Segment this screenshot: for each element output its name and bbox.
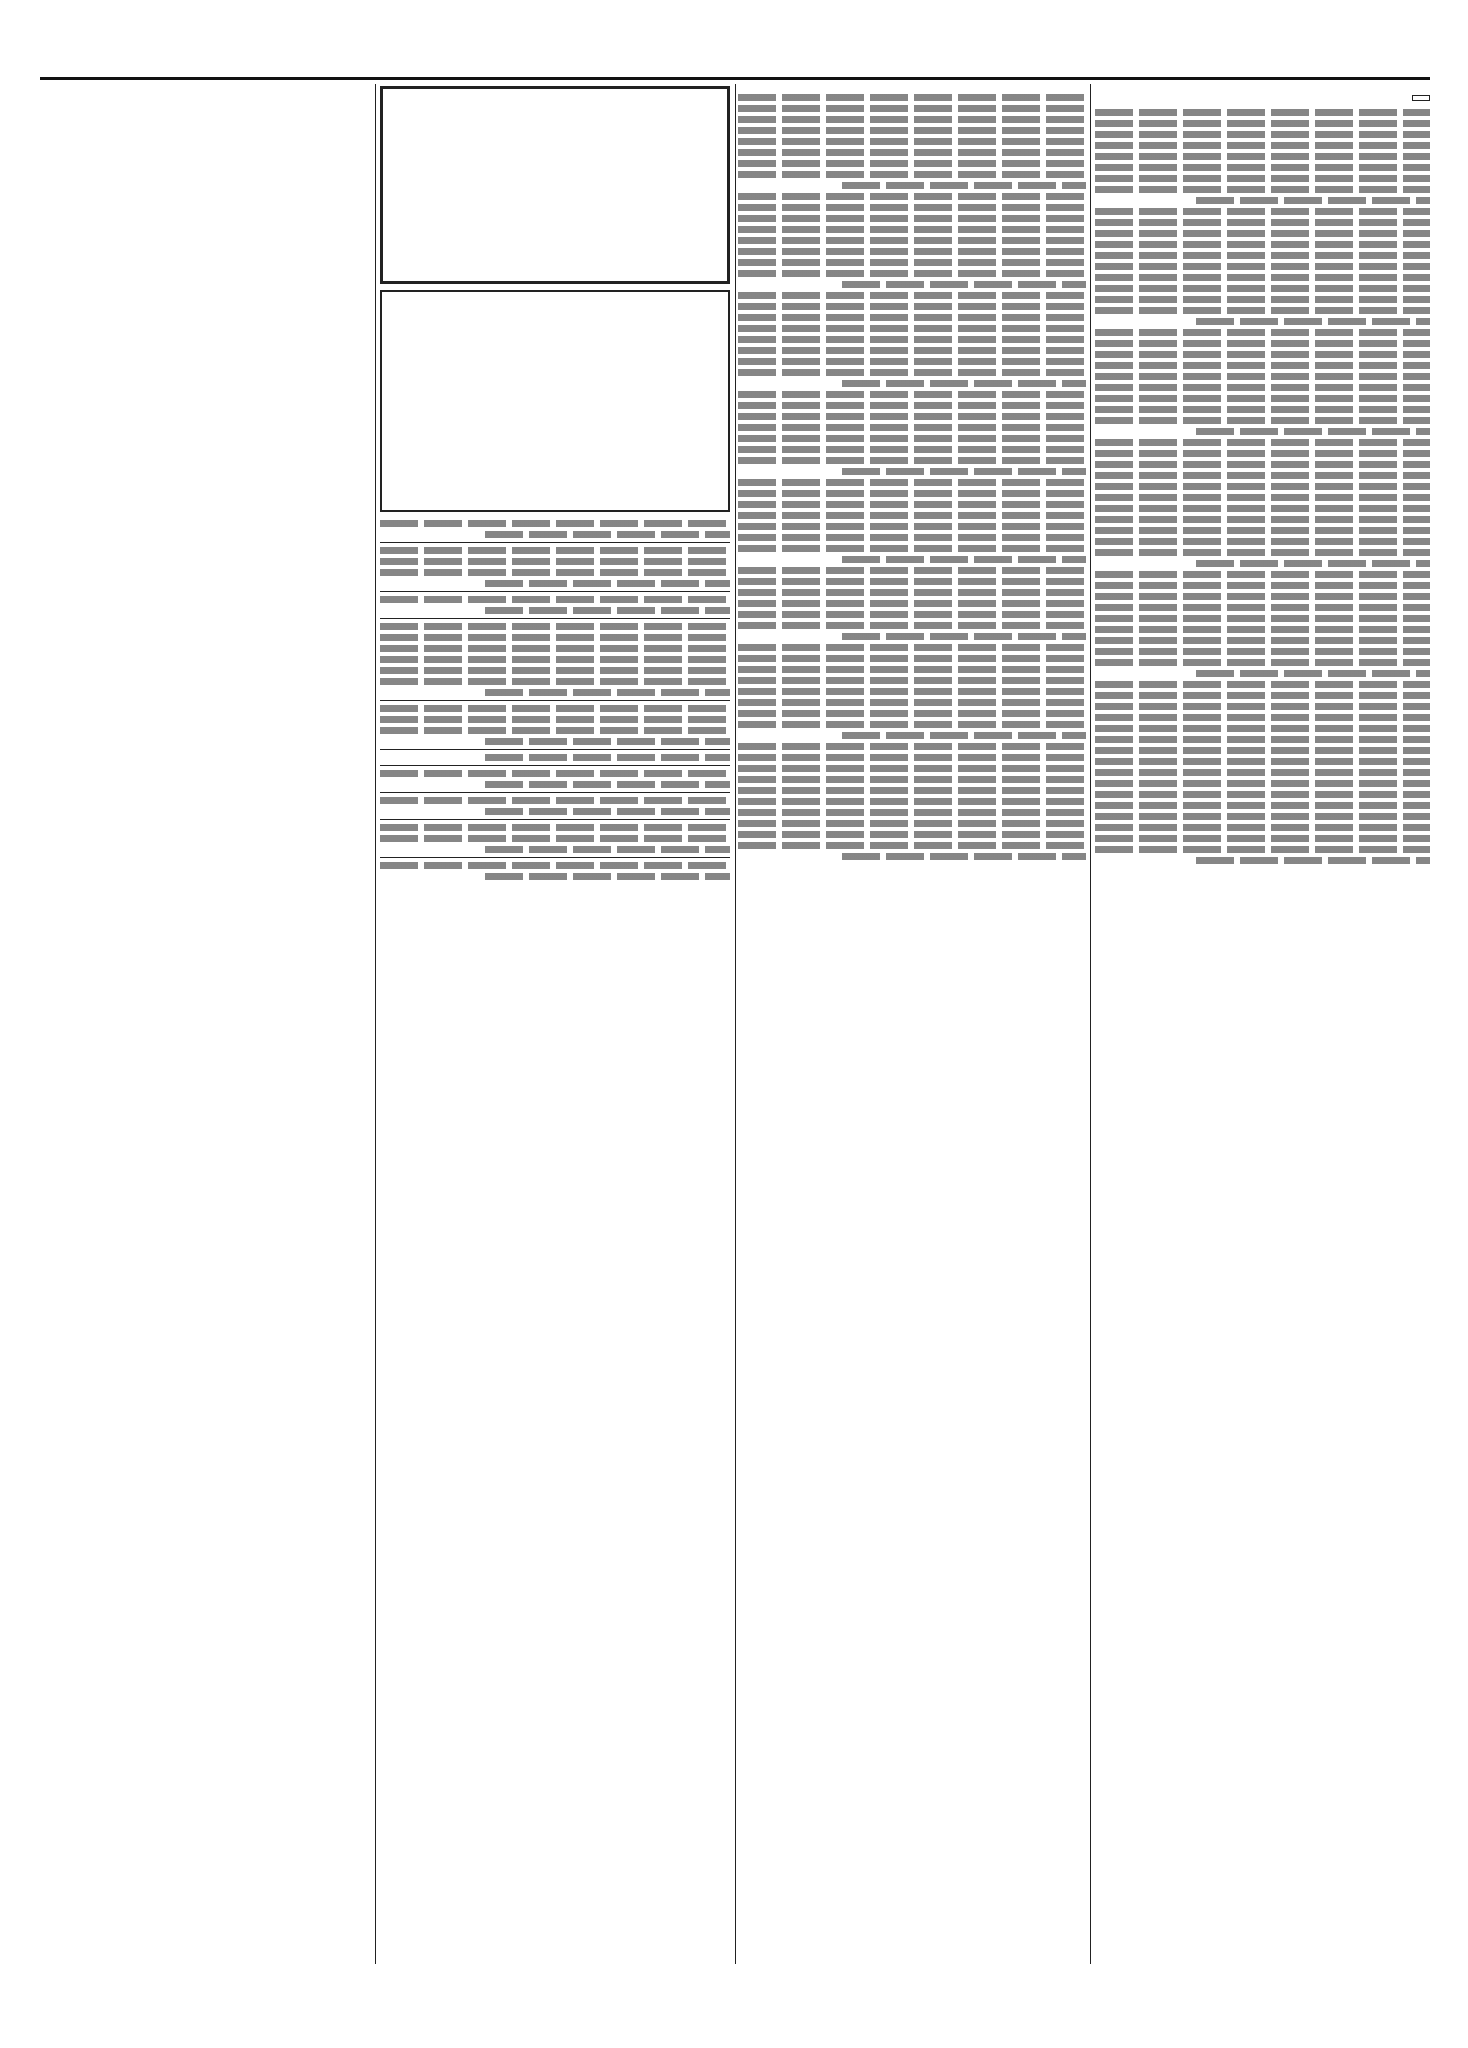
book-ad (380, 290, 730, 512)
column-rule (735, 84, 736, 1964)
thanks-notice (380, 705, 730, 745)
thanks-notice (380, 754, 730, 761)
column-rule (1090, 84, 1091, 1964)
notices-column-3 (380, 86, 730, 1966)
page-header (40, 44, 1430, 80)
section-label (1412, 95, 1430, 101)
little-europe-column (738, 86, 1086, 1966)
thanks-notice (380, 623, 730, 696)
notice (380, 520, 730, 538)
notice (380, 547, 730, 587)
thanks-notice (380, 770, 730, 788)
doctor-ad (380, 86, 730, 284)
column-rule (375, 84, 376, 1964)
editorial-column (1095, 86, 1430, 1966)
thanks-notice (380, 862, 730, 880)
notice (380, 596, 730, 614)
thanks-notice (380, 824, 730, 853)
thanks-notice (380, 797, 730, 815)
